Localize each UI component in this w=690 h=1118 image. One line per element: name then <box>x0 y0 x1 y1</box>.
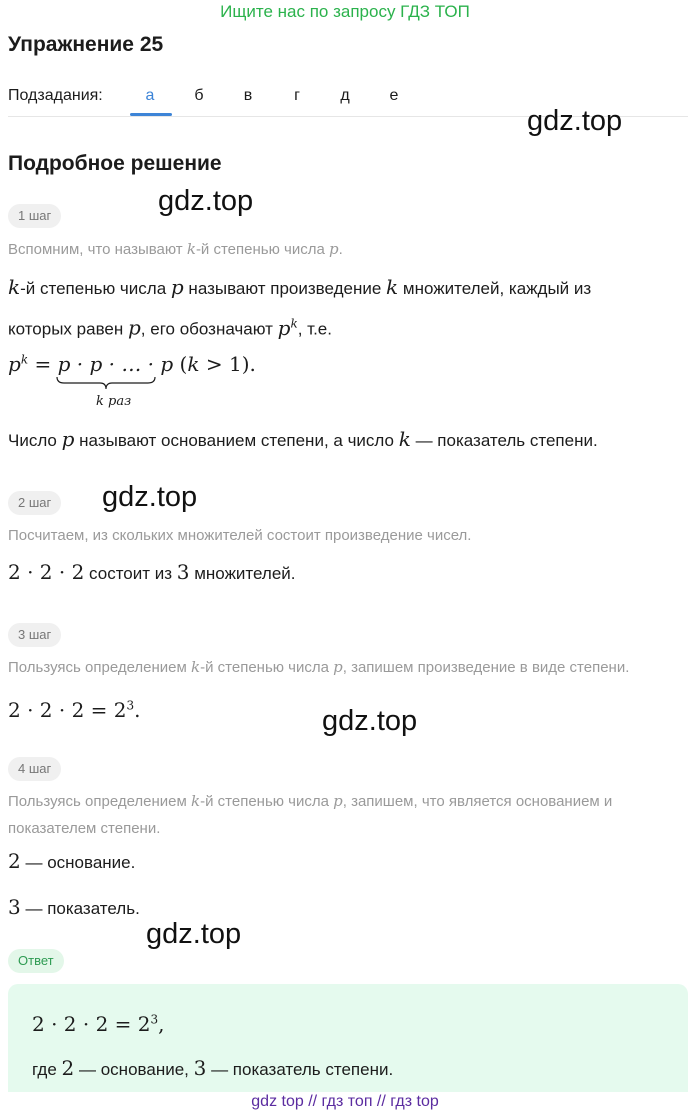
step-exponent: 3 — показатель. <box>8 895 140 919</box>
power-definition-formula: $p^k = p \cdot p$ · … · p (k > 1). k раз <box>8 352 256 409</box>
step-badge: 1 шаг <box>8 204 61 228</box>
tab-d[interactable]: д <box>340 87 350 104</box>
page-title: Упражнение 25 <box>8 33 164 56</box>
step-hint: Пользуясь определением k-й степенью числа p, запишем произведение в виде степени. <box>8 658 630 676</box>
watermark: gdz.top <box>322 705 418 737</box>
step-result: $2 \cdot 2 \cdot 2 = 2^3$. <box>8 697 141 722</box>
step-result: 2 · 2 · 2 состоит из 3 множителей. <box>8 560 296 584</box>
tab-v[interactable]: в <box>243 87 253 104</box>
watermark: gdz.top <box>158 185 254 217</box>
step-conclusion: Число p называют основанием степени, а число k — показатель степени. <box>8 427 598 451</box>
watermark: gdz.top <box>146 918 242 950</box>
tab-b[interactable]: б <box>194 87 204 104</box>
tab-g[interactable]: г <box>294 87 300 104</box>
watermark: gdz.top <box>102 481 198 513</box>
underbrace-label: k раз <box>96 394 132 409</box>
step-hint: Вспомним, что называют k-й степенью числа p. <box>8 240 343 258</box>
search-banner: Ищите нас по запросу ГДЗ ТОП <box>220 2 470 21</box>
answer-formula: $2 \cdot 2 \cdot 2 = 2^3$, <box>32 1012 165 1036</box>
footer-links: gdz top // гдз топ // гдз top <box>251 1093 439 1110</box>
active-tab-indicator <box>130 113 172 116</box>
step-badge: 4 шаг <box>8 757 61 781</box>
step-badge: 2 шаг <box>8 491 61 515</box>
answer-badge: Ответ <box>8 949 64 973</box>
answer-box <box>8 984 688 1092</box>
step-base: 2 — основание. <box>8 849 136 873</box>
step-badge: 3 шаг <box>8 623 61 647</box>
answer-text: где 2 — основание, 3 — показатель степени. <box>32 1056 394 1080</box>
underbrace-icon <box>56 376 156 390</box>
watermark: gdz.top <box>527 105 623 137</box>
tab-e[interactable]: е <box>389 87 399 104</box>
tab-a[interactable]: а <box>145 87 155 104</box>
step-definition: k-й степенью числа p называют произведение k множителей, каждый из которых равен p, его обозначают $p^k$, т.е. <box>8 275 592 340</box>
step-hint: Посчитаем, из скольких множителей состоит произведение чисел. <box>8 527 472 544</box>
subtasks-label: Подзадания: <box>8 87 103 104</box>
solution-title: Подробное решение <box>8 152 222 175</box>
step-hint: Пользуясь определением k-й степенью числа p, запишем, что является основанием и показателем степени. <box>8 792 613 837</box>
